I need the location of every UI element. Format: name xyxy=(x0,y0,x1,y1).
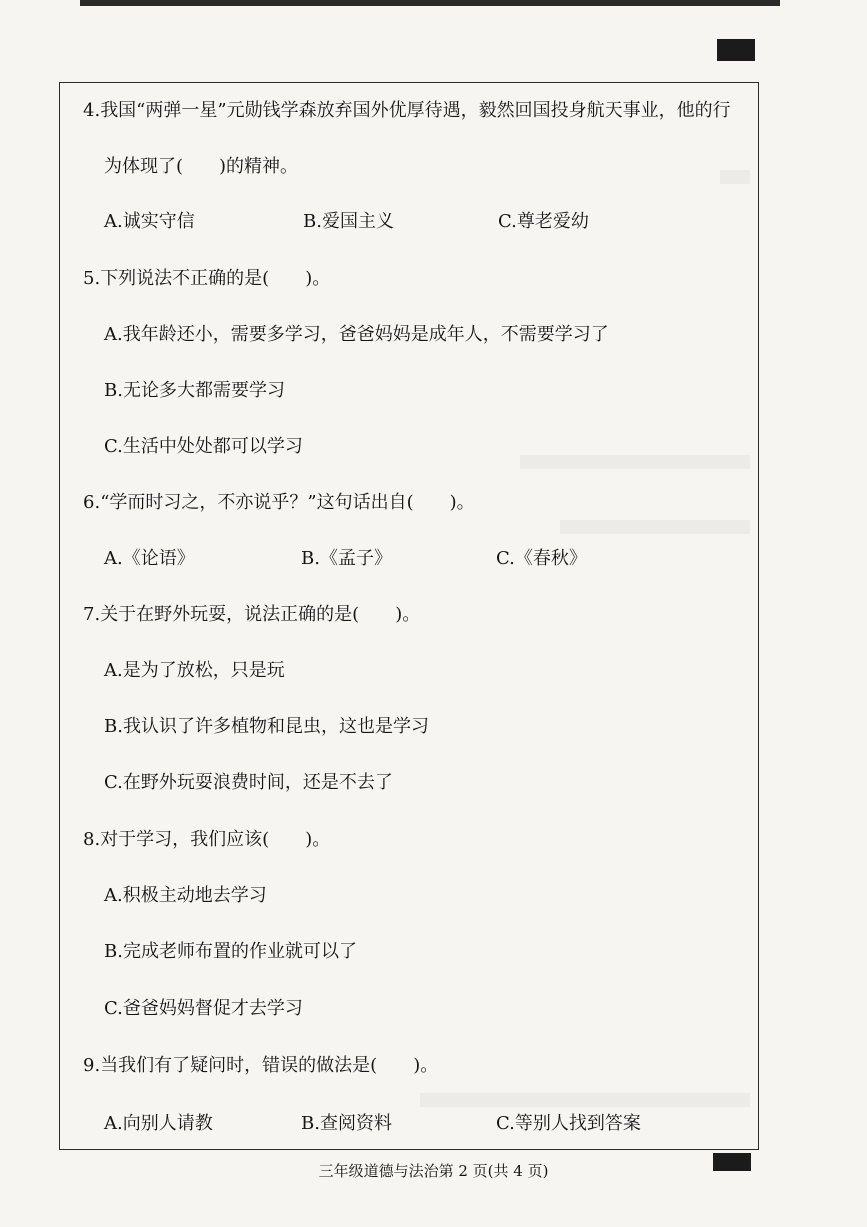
option-a: A.积极主动地去学习 xyxy=(104,885,267,906)
question-number: 9. xyxy=(83,1055,101,1076)
page-footer: 三年级道德与法治第 2 页(共 4 页) xyxy=(318,1162,549,1180)
question-9 xyxy=(83,1055,438,1077)
registration-mark-top xyxy=(717,39,755,61)
option-b: B.查阅资料 xyxy=(301,1113,392,1134)
option-b: B.无论多大都需要学习 xyxy=(104,380,285,401)
option-b: B.爱国主义 xyxy=(303,211,394,232)
option-c: C.爸爸妈妈督促才去学习 xyxy=(104,998,303,1019)
question-stem: “学而时习之，不亦说乎？”这句话出自( )。 xyxy=(100,492,475,513)
question-stem: 下列说法不正确的是( )。 xyxy=(100,268,331,289)
option-a: A.向别人请教 xyxy=(104,1113,213,1134)
question-number: 5. xyxy=(83,268,101,289)
option-c: C.等别人找到答案 xyxy=(496,1113,641,1134)
question-number: 8. xyxy=(83,829,101,850)
question-stem: 对于学习，我们应该( )。 xyxy=(100,829,331,850)
option-a: A.我年龄还小，需要多学习，爸爸妈妈是成年人，不需要学习了 xyxy=(104,324,609,345)
question-stem: 关于在野外玩耍，说法正确的是( )。 xyxy=(100,604,421,625)
option-b: B.完成老师布置的作业就可以了 xyxy=(104,941,357,962)
option-c: C.《春秋》 xyxy=(496,548,587,569)
option-c: C.生活中处处都可以学习 xyxy=(104,436,303,457)
option-b: B.我认识了许多植物和昆虫，这也是学习 xyxy=(104,716,429,737)
question-4-stem-continued: 为体现了( )的精神。 xyxy=(104,156,299,177)
scan-top-edge xyxy=(80,0,780,6)
option-a: A.《论语》 xyxy=(104,548,195,569)
option-c: C.尊老爱幼 xyxy=(498,211,589,232)
question-number: 4. xyxy=(83,100,101,121)
registration-mark-bottom xyxy=(713,1153,751,1171)
question-4 xyxy=(83,100,731,122)
option-c: C.在野外玩耍浪费时间，还是不去了 xyxy=(104,772,393,793)
question-5 xyxy=(83,268,330,290)
question-8 xyxy=(83,829,330,851)
option-b: B.《孟子》 xyxy=(301,548,392,569)
question-number: 7. xyxy=(83,604,101,625)
option-a: A.诚实守信 xyxy=(104,211,195,232)
option-a: A.是为了放松，只是玩 xyxy=(104,660,285,681)
question-7 xyxy=(83,604,420,626)
question-stem: 我国“两弹一星”元勋钱学森放弃国外优厚待遇，毅然回国投身航天事业，他的行 xyxy=(100,100,731,121)
question-6 xyxy=(83,492,475,514)
question-stem: 当我们有了疑问时，错误的做法是( )。 xyxy=(100,1055,439,1076)
question-number: 6. xyxy=(83,492,101,513)
